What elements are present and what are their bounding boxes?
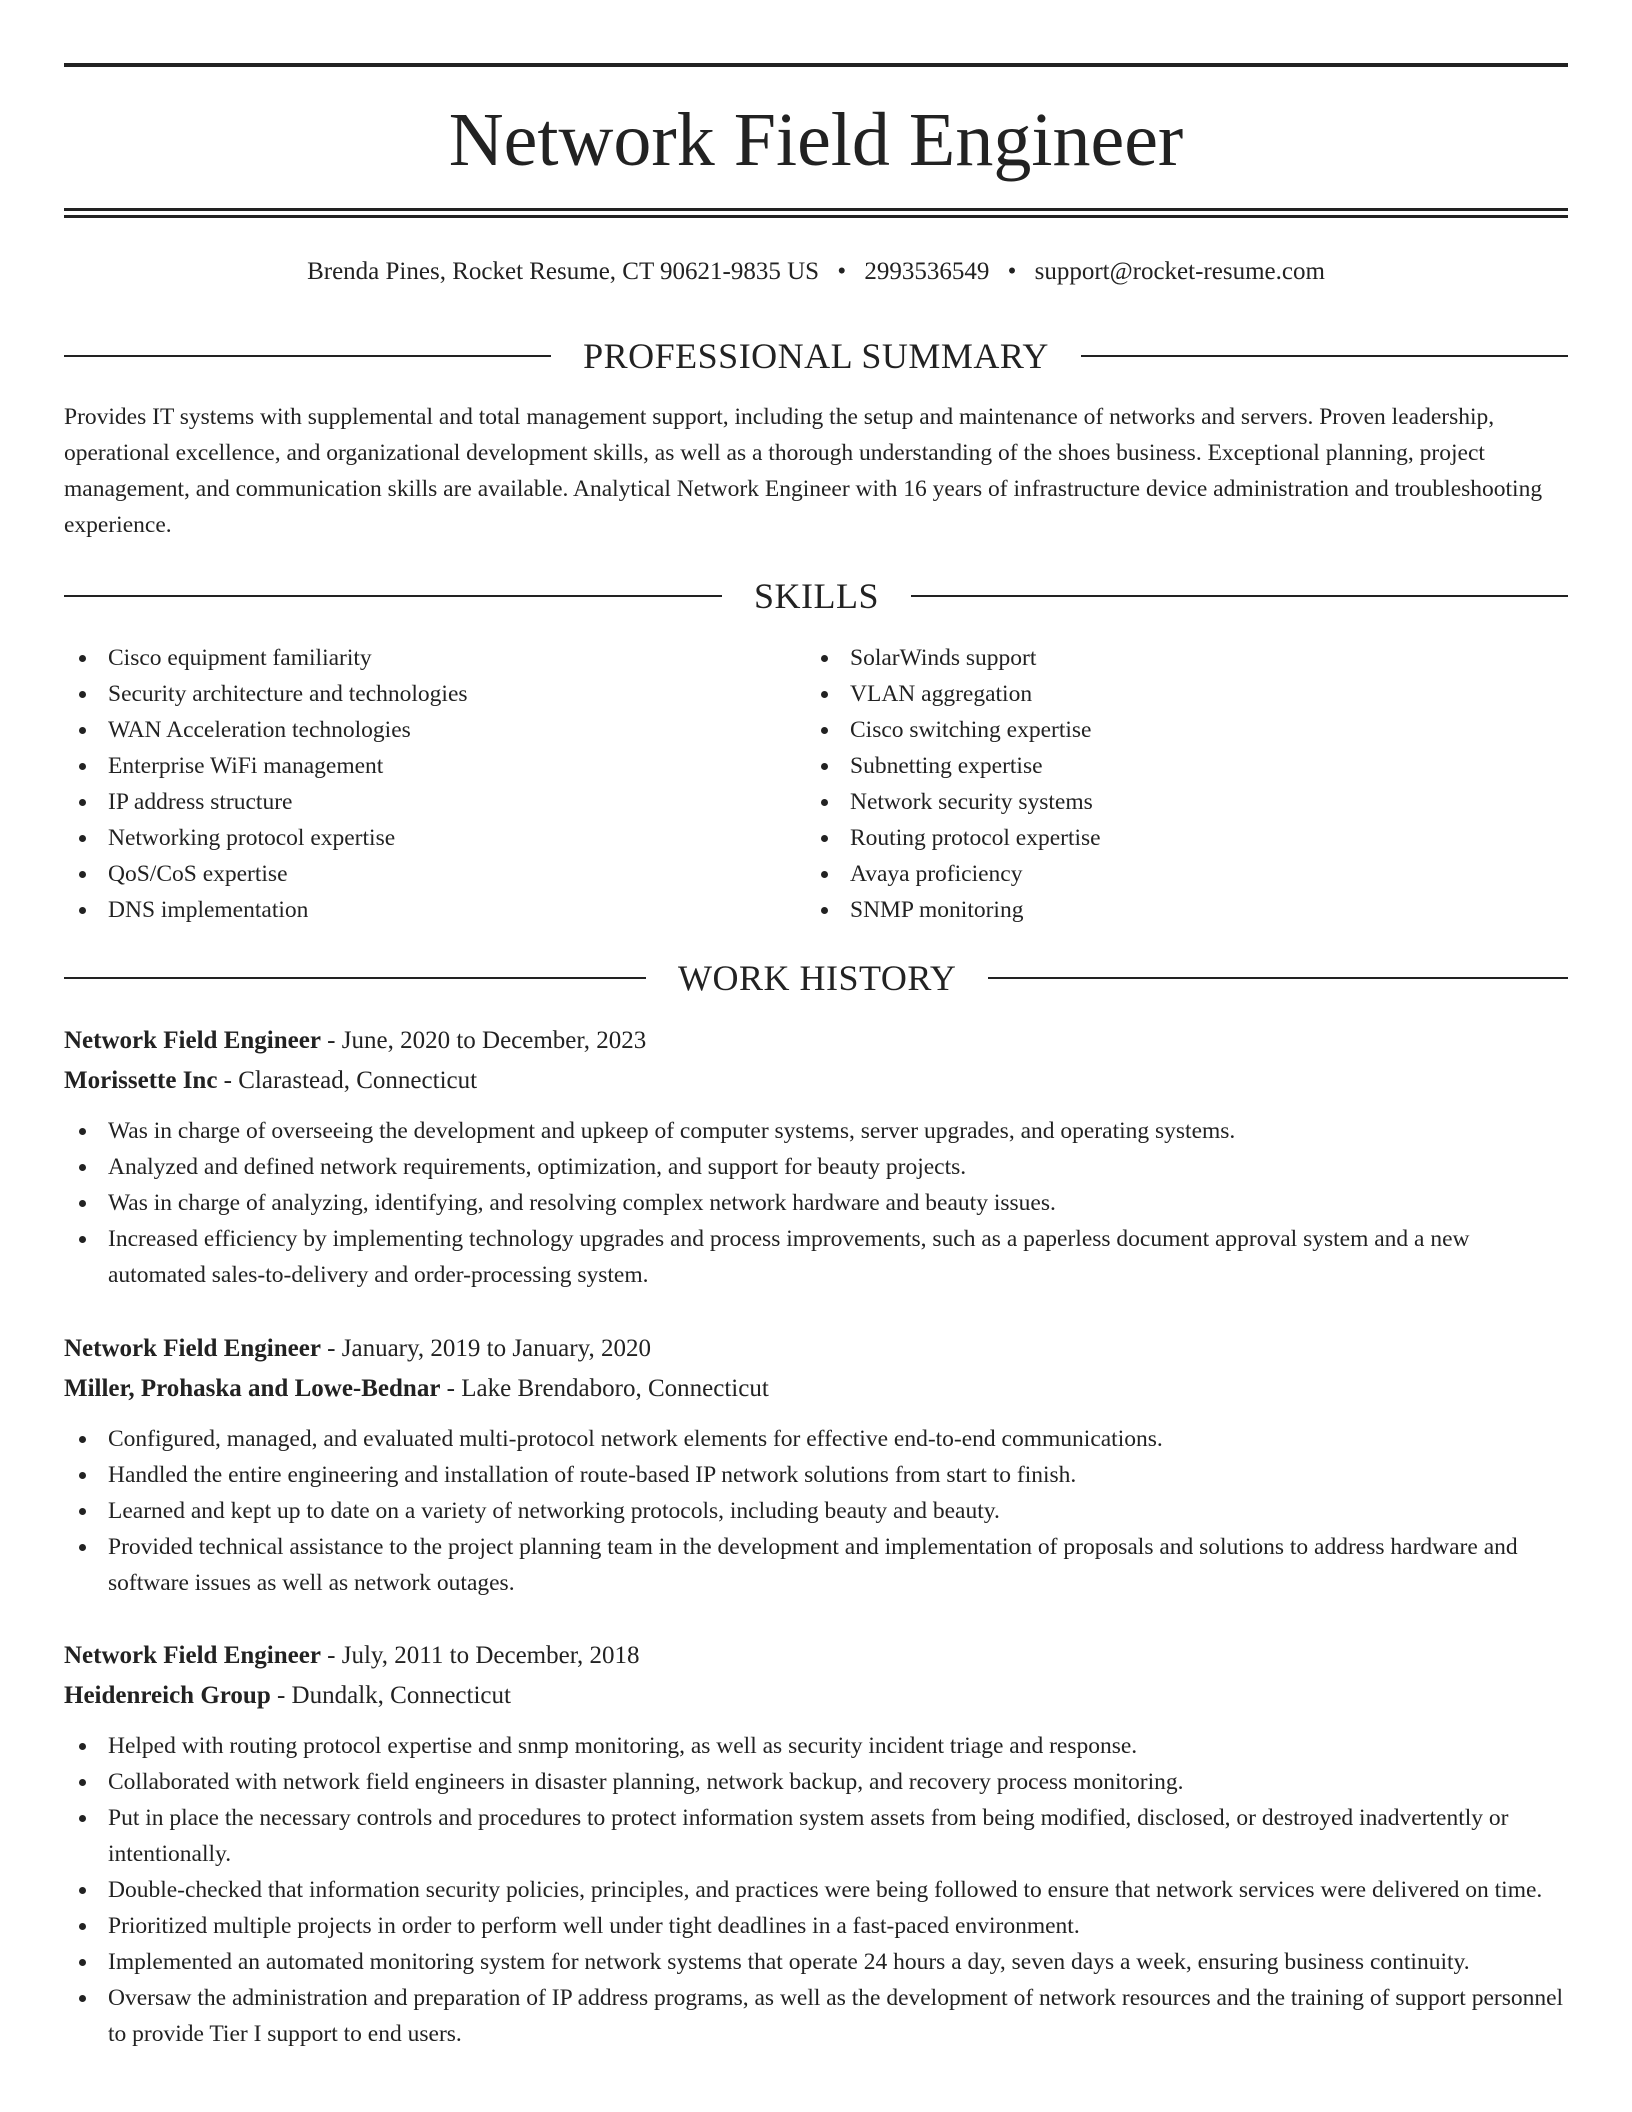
skill-item: Routing protocol expertise [806, 820, 1506, 856]
job-company-line [64, 1369, 1568, 1409]
skill-item: QoS/CoS expertise [64, 856, 764, 892]
summary-heading [64, 334, 1568, 378]
job-dates: - July, 2011 to December, 2018 [320, 1642, 640, 1669]
heading-rule-left [64, 355, 551, 357]
job-bullet: Put in place the necessary controls and procedures to protect information system assets from being modified, disclosed, or destroyed inadvertently or intentionally. [64, 1800, 1568, 1872]
job-bullet: Was in charge of overseeing the development and upkeep of computer systems, server upgrades, and operating systems. [64, 1113, 1568, 1149]
job-role: Network Field Engineer [64, 1642, 321, 1669]
job-company: Morissette Inc [64, 1067, 218, 1094]
job-bullet: Handled the entire engineering and installation of route-based IP network solutions from start to finish. [64, 1457, 1568, 1493]
heading-rule-right [911, 595, 1568, 597]
job-location: - Clarastead, Connecticut [217, 1067, 478, 1094]
job-bullets [64, 1421, 1568, 1601]
skill-item: Cisco equipment familiarity [64, 640, 764, 676]
job-bullet: Was in charge of analyzing, identifying, and resolving complex network hardware and beauty issues. [64, 1185, 1568, 1221]
job-entry [64, 1636, 1568, 2052]
job-location: - Dundalk, Connecticut [270, 1682, 511, 1709]
skill-item: Avaya proficiency [806, 856, 1506, 892]
work-history-heading [64, 956, 1568, 1000]
skill-item: VLAN aggregation [806, 676, 1506, 712]
skill-item: WAN Acceleration technologies [64, 712, 764, 748]
job-bullet: Helped with routing protocol expertise and snmp monitoring, as well as security incident triage and response. [64, 1728, 1568, 1764]
skill-item: SolarWinds support [806, 640, 1506, 676]
heading-rule-right [1081, 355, 1568, 357]
contact-separator: • [837, 258, 847, 285]
job-bullet: Configured, managed, and evaluated multi-protocol network elements for effective end-to-end communications. [64, 1421, 1568, 1457]
resume-title: Network Field Engineer [448, 98, 1184, 182]
skills-heading-label: SKILLS [754, 576, 880, 616]
job-bullet: Implemented an automated monitoring system for network systems that operate 24 hours a day, seven days a week, ensuring business continuity. [64, 1944, 1568, 1980]
job-role: Network Field Engineer [64, 1027, 321, 1054]
top-rule [64, 63, 1568, 67]
job-bullet: Increased efficiency by implementing technology upgrades and process improvements, such as a paperless document approval system and a new automated sales-to-delivery and order-processing system. [64, 1221, 1568, 1293]
job-role: Network Field Engineer [64, 1335, 321, 1362]
job-role-line [64, 1329, 1568, 1369]
job-bullet: Prioritized multiple projects in order to perform well under tight deadlines in a fast-paced environment. [64, 1908, 1568, 1944]
title-rule-lower [64, 215, 1568, 218]
job-company: Heidenreich Group [64, 1682, 271, 1709]
job-bullets [64, 1113, 1568, 1293]
skill-item: Networking protocol expertise [64, 820, 764, 856]
heading-rule-left [64, 595, 722, 597]
job-company-line [64, 1061, 1568, 1101]
job-bullet: Provided technical assistance to the project planning team in the development and implementation of proposals and solutions to address hardware and software issues as well as network outages. [64, 1529, 1568, 1601]
job-bullet: Double-checked that information security policies, principles, and practices were being followed to ensure that network services were delivered on time. [64, 1872, 1568, 1908]
job-company: Miller, Prohaska and Lowe-Bednar [64, 1375, 441, 1402]
contact-phone: 2993536549 [864, 258, 990, 285]
skill-item: Security architecture and technologies [64, 676, 764, 712]
skill-item: SNMP monitoring [806, 892, 1506, 928]
job-role-line [64, 1021, 1568, 1061]
job-role-line [64, 1636, 1568, 1676]
job-bullet: Oversaw the administration and preparation of IP address programs, as well as the development of network resources and the training of support personnel to provide Tier I support to end users. [64, 1980, 1568, 2052]
skills-heading [64, 574, 1568, 618]
contact-address: Brenda Pines, Rocket Resume, CT 90621-9835 US [307, 258, 820, 285]
skill-item: Cisco switching expertise [806, 712, 1506, 748]
skills-list-left [64, 640, 764, 928]
job-bullet: Analyzed and defined network requirements, optimization, and support for beauty projects. [64, 1149, 1568, 1185]
job-entry [64, 1021, 1568, 1293]
skill-item: Enterprise WiFi management [64, 748, 764, 784]
work-history-heading-label: WORK HISTORY [678, 958, 957, 998]
skill-item: IP address structure [64, 784, 764, 820]
skills-list-right [806, 640, 1506, 928]
skill-item: Network security systems [806, 784, 1506, 820]
job-company-line [64, 1676, 1568, 1716]
job-location: - Lake Brendaboro, Connecticut [440, 1375, 769, 1402]
summary-text: Provides IT systems with supplemental and total management support, including the setup and maintenance of networks and servers. Proven leadership, operational excellence, and organizational development skills, as well as a thorough understanding of the shoes business. Exceptional planning, project management, and communication skills are available. Analytical Network Engineer with 16 years of infrastructure device administration and troubleshooting experience. [64, 404, 1543, 538]
heading-rule-right [988, 977, 1568, 979]
heading-rule-left [64, 977, 646, 979]
job-dates: - January, 2019 to January, 2020 [320, 1335, 651, 1362]
job-dates: - June, 2020 to December, 2023 [320, 1027, 647, 1054]
summary-heading-label: PROFESSIONAL SUMMARY [583, 336, 1049, 376]
contact-line [64, 254, 1568, 290]
job-bullets [64, 1728, 1568, 2052]
title-rule-upper [64, 208, 1568, 211]
contact-email: support@rocket-resume.com [1034, 258, 1325, 285]
job-entry [64, 1329, 1568, 1601]
skill-item: Subnetting expertise [806, 748, 1506, 784]
job-bullet: Learned and kept up to date on a variety of networking protocols, including beauty and beauty. [64, 1493, 1568, 1529]
skill-item: DNS implementation [64, 892, 764, 928]
contact-separator: • [1007, 258, 1017, 285]
job-bullet: Collaborated with network field engineers in disaster planning, network backup, and recovery process monitoring. [64, 1764, 1568, 1800]
